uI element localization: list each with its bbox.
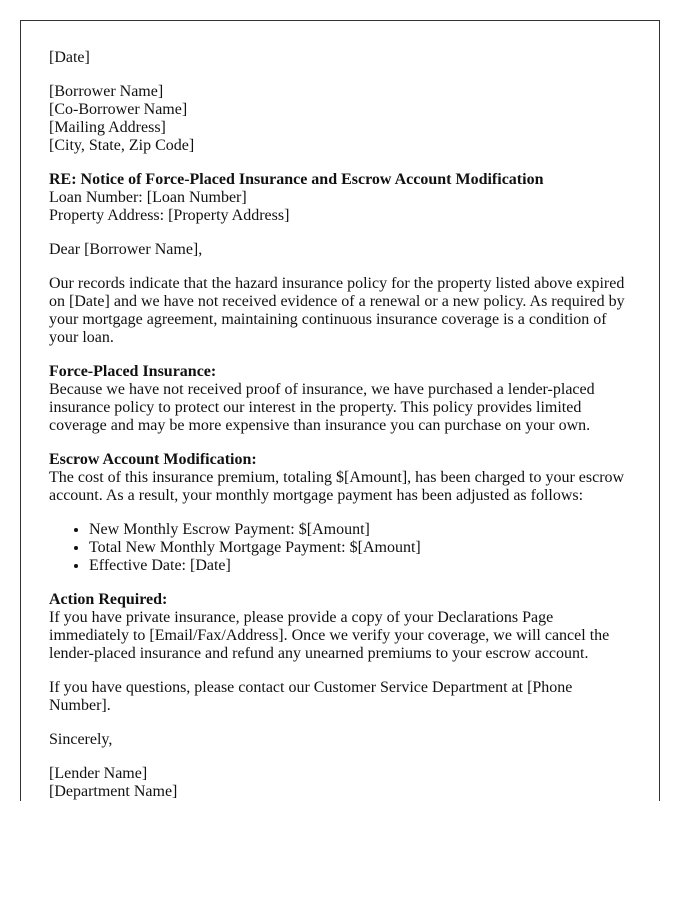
section-heading: Escrow Account Modification: bbox=[49, 451, 257, 468]
lender-name: [Lender Name] bbox=[49, 765, 148, 782]
contact-paragraph: If you have questions, please contact our Customer Service Department at [Phone Number]. bbox=[49, 679, 573, 714]
list-item-effective-date: • Effective Date: [Date] bbox=[89, 557, 631, 575]
closing: Sincerely, bbox=[49, 731, 113, 748]
list-item-total-mortgage-payment: • Total New Monthly Mortgage Payment: $[Amount] bbox=[89, 539, 631, 557]
department-name: [Department Name] bbox=[49, 783, 178, 800]
section-force-placed-insurance bbox=[49, 363, 631, 435]
mailing-address: [Mailing Address] bbox=[49, 119, 166, 136]
loan-number: Loan Number: [Loan Number] bbox=[49, 189, 247, 206]
property-address: Property Address: [Property Address] bbox=[49, 207, 290, 224]
borrower-name: [Borrower Name] bbox=[49, 83, 164, 100]
list-item-new-escrow-payment: • New Monthly Escrow Payment: $[Amount] bbox=[89, 521, 631, 539]
co-borrower-name: [Co-Borrower Name] bbox=[49, 101, 188, 118]
re-block bbox=[49, 171, 631, 225]
salutation: Dear [Borrower Name], bbox=[49, 241, 203, 258]
section-escrow-account-modification bbox=[49, 451, 631, 505]
intro-paragraph: Our records indicate that the hazard insurance policy for the property listed above expired on [Date] and we have not received evidence of a renewal or a new policy. As required by your mortgage agreement, maintaining continuous insurance coverage is a condition of your loan. bbox=[49, 275, 625, 346]
recipient-address-block bbox=[49, 83, 631, 155]
letter-date: [Date] bbox=[49, 49, 90, 66]
section-heading: Force-Placed Insurance: bbox=[49, 363, 217, 380]
section-action-required bbox=[49, 591, 631, 663]
section-body: If you have private insurance, please provide a copy of your Declarations Page immediately to [Email/Fax/Address]. Once we verify your coverage, we will cancel the lender-placed insurance and refund any unearned premiums to your escrow account. bbox=[49, 609, 610, 662]
letter-page bbox=[20, 20, 660, 801]
section-heading: Action Required: bbox=[49, 591, 168, 608]
section-body: The cost of this insurance premium, totaling $[Amount], has been charged to your escrow account. As a result, your monthly mortgage payment has been adjusted as follows: bbox=[49, 469, 625, 504]
city-state-zip: [City, State, Zip Code] bbox=[49, 137, 195, 154]
re-subject: RE: Notice of Force-Placed Insurance and Escrow Account Modification bbox=[49, 171, 544, 188]
payment-adjustment-list bbox=[49, 521, 631, 575]
signature-block bbox=[49, 765, 631, 801]
section-body: Because we have not received proof of insurance, we have purchased a lender-placed insurance policy to protect our interest in the property. This policy provides limited coverage and may be more expensive than insurance you can purchase on your own. bbox=[49, 381, 595, 434]
